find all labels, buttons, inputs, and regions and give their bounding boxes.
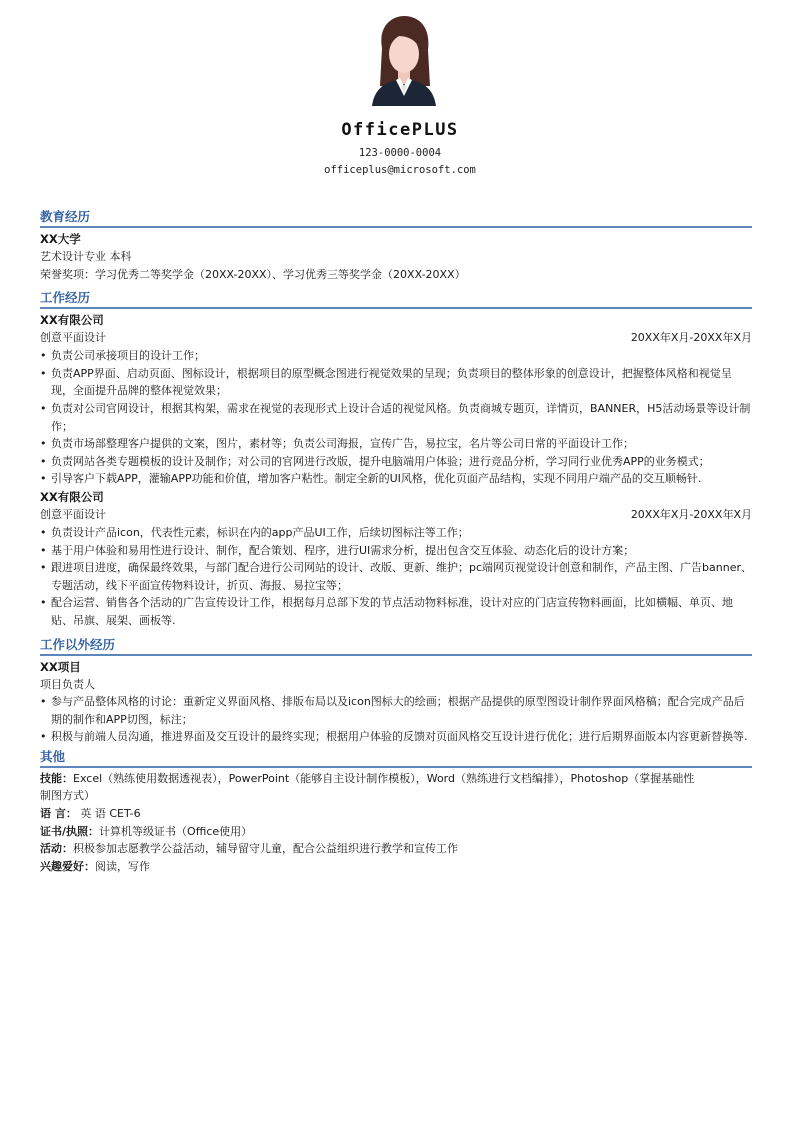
job-bullets xyxy=(40,347,752,488)
section-divider xyxy=(40,307,752,309)
list-item: • 负责设计产品icon，代表性元素，标识在内的app产品UI工作，后续切图标注等工作； xyxy=(40,525,469,539)
other-section xyxy=(40,748,752,876)
section-title: 工作经历 xyxy=(40,290,91,306)
project-role: 项目负责人 xyxy=(40,677,95,691)
list-item: • 基于用户体验和易用性进行设计、制作，配合策划、程序，进行UI需求分析，提出包含交互体验、动态化后的设计方案； xyxy=(40,543,635,557)
school-name: XX大学 xyxy=(40,232,81,246)
hobby-row xyxy=(40,858,752,876)
skills-row xyxy=(40,770,752,788)
section-title: 工作以外经历 xyxy=(40,636,116,652)
list-item: • 跟进项目进度，确保最终效果，与部门配合进行公司网站的设计、改版、更新、维护；pc端网页视觉设计创意和制作，产品主图、广告banner、专题活动，线下平面宣传物料设计，折页、海报、易拉宝等； xyxy=(40,561,752,592)
role-row xyxy=(40,329,752,347)
honors: 荣誉奖项：学习优秀二等奖学金（20XX-20XX）、学习优秀三等奖学金（20XX-20XX） xyxy=(40,267,466,281)
job-period: 20XX年X月-20XX年X月 xyxy=(630,331,752,345)
language-row xyxy=(40,805,752,823)
list-item: • 负责APP界面、启动页面、图标设计，根据项目的原型概念图进行视觉效果的呈现；负责项目的整体形象的创意设计，把握整体风格和视觉呈现，全面提升品牌的整体视觉效果； xyxy=(40,366,732,398)
activity-row xyxy=(40,840,752,858)
education-section xyxy=(40,208,752,283)
extra-experience-section xyxy=(40,636,752,746)
list-item: • 配合运营、销售各个活动的广告宣传设计工作，根据每月总部下发的节点活动物料标准，设计对应的门店宣传物料画面，比如横幅、单页、地贴、吊旗、展架、画板等. xyxy=(40,596,733,627)
list-item: • 负责公司承接项目的设计工作； xyxy=(40,349,205,363)
section-divider xyxy=(40,766,752,768)
role-row xyxy=(40,506,752,524)
list-item: • 积极与前端人员沟通，推进界面及交互设计的最终实现；根据用户体验的反馈对页面风格交互设计进行优化；进行后期界面版本内容更新替换等. xyxy=(40,730,748,744)
major: 艺术设计专业 本科 xyxy=(40,250,132,263)
job-role: 创意平面设计 xyxy=(40,331,106,345)
job-entry xyxy=(40,311,752,488)
phone-number: 123-0000-0004 xyxy=(358,147,442,159)
avatar xyxy=(368,14,440,106)
company-name: XX有限公司 xyxy=(40,313,104,328)
section-title: 其他 xyxy=(40,748,66,764)
section-title: 教育经历 xyxy=(40,209,91,224)
skills-value: Excel（熟练使用数据透视表），PowerPoint（能够自主设计制作模板），Word（熟练进行文档编排），Photoshop（掌握基础性 xyxy=(73,771,695,785)
resume-content xyxy=(40,208,752,875)
list-item: • 负责网站各类专题模板的设计及制作；对公司的官网进行改版，提升电脑端用户体验；进行竞品分析，学习同行业优秀APP的业务模式； xyxy=(40,454,710,468)
certificate-label: 证书/执照： xyxy=(40,824,100,838)
section-divider xyxy=(40,654,752,656)
project-name: XX项目 xyxy=(40,659,81,674)
list-item: • 引导客户下载APP，灌输APP功能和价值，增加客户粘性。制定全新的UI风格，优化页面产品结构，实现不同用户端产品的交互顺畅针. xyxy=(40,472,702,486)
list-item: • 负责对公司官网设计，根据其构架，需求在视觉的表现形式上设计合适的视觉风格。负责商城专题页，详情页，BANNER，H5活动场景等设计制作； xyxy=(40,401,751,433)
section-divider xyxy=(40,226,752,228)
job-bullets xyxy=(40,524,752,630)
list-item: • 参与产品整体风格的讨论：重新定义界面风格、排版布局以及icon图标大的绘画；根据产品提供的原型图设计制作界面风格稿；配合完成产品后期的制作和APP切图，标注； xyxy=(40,695,745,726)
language-label: 语 言： xyxy=(40,807,77,821)
candidate-name: OfficePLUS xyxy=(341,120,459,140)
skills-label: 技能： xyxy=(40,771,73,785)
activity-label: 活动： xyxy=(40,842,73,856)
hobby-label: 兴趣爱好： xyxy=(40,859,95,873)
activity-value: 积极参加志愿教学公益活动，辅导留守儿童，配合公益组织进行教学和宣传工作 xyxy=(73,842,458,856)
certificate-row xyxy=(40,823,752,841)
hobby-value: 阅读，写作 xyxy=(95,859,150,873)
list-item: • 负责市场部整理客户提供的文案，图片，素材等；负责公司海报，宣传广告，易拉宝，名片等公司日常的平面设计工作； xyxy=(40,437,634,451)
email-address: officeplus@microsoft.com xyxy=(324,164,476,176)
certificate-value: 计算机等级证书（Office使用） xyxy=(99,824,253,838)
job-entry xyxy=(40,488,752,630)
language-value: 英 语 CET-6 xyxy=(80,807,141,821)
project-bullets xyxy=(40,693,752,746)
skills-continuation: 制图方式） xyxy=(40,789,95,803)
job-role: 创意平面设计 xyxy=(40,507,106,521)
company-name: XX有限公司 xyxy=(40,489,104,504)
job-period: 20XX年X月-20XX年X月 xyxy=(630,507,752,521)
work-section xyxy=(40,289,752,629)
